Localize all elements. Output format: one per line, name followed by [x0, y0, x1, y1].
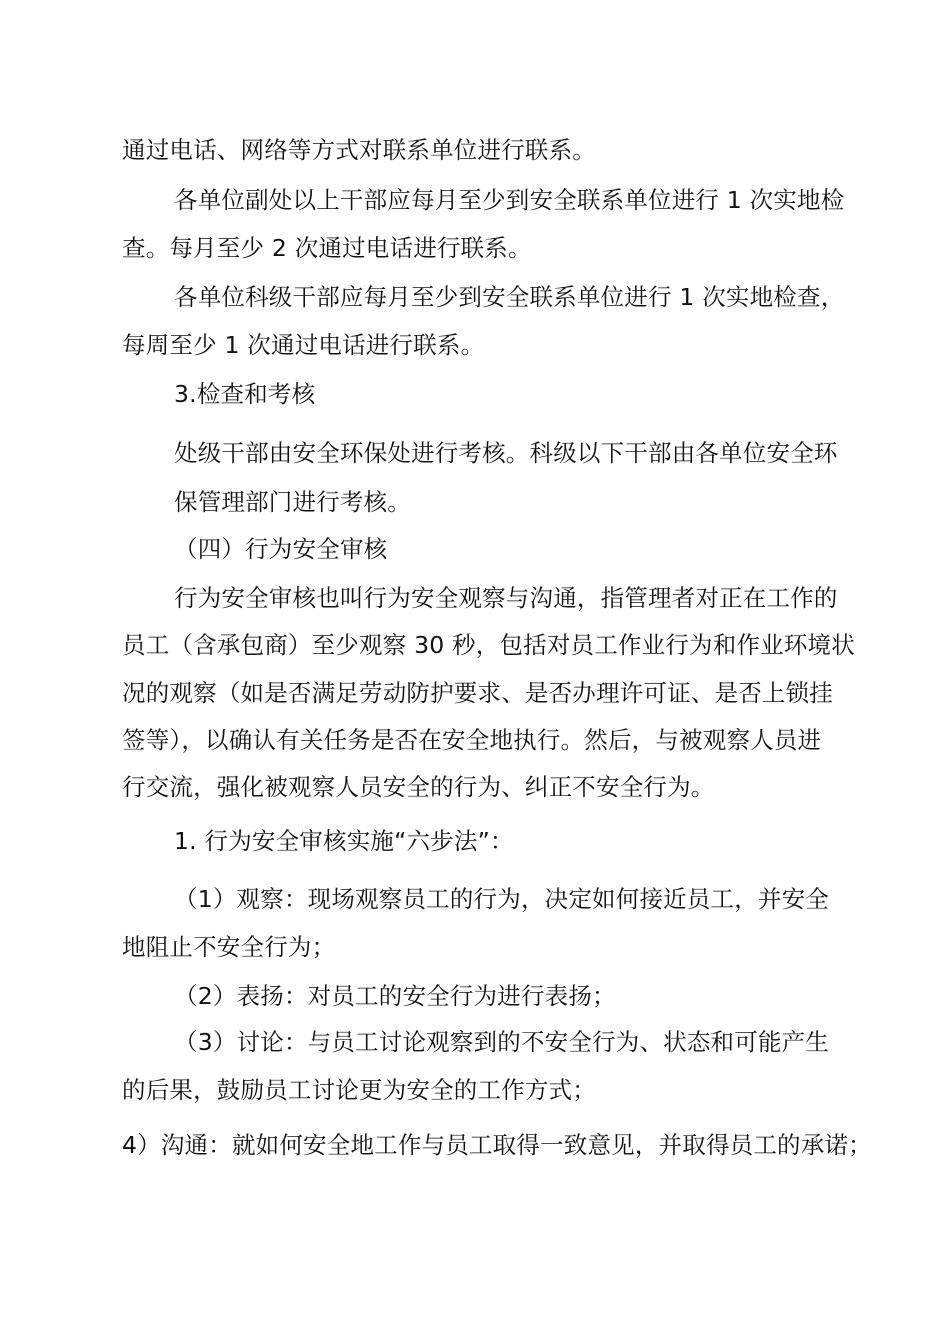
text-line-13: 签等），以确认有关任务是否在安全地执行。然后，与被观察人员进	[122, 726, 822, 754]
text-line-21: 4）沟通：就如何安全地工作与员工取得一致意见，并取得员工的承诺；	[122, 1131, 872, 1159]
section-heading-4: （四）行为安全审核	[174, 535, 388, 563]
text-line-19: （3）讨论：与员工讨论观察到的不安全行为、状态和可能产生	[174, 1028, 830, 1056]
text-line-2: 各单位副处以上干部应每月至少到安全联系单位进行 1 次实地检	[174, 186, 845, 214]
text-line-18: （2）表扬：对员工的安全行为进行表扬；	[174, 982, 616, 1010]
list-heading-1: 1. 行为安全审核实施“六步法”：	[174, 827, 514, 855]
text-line-4: 各单位科级干部应每月至少到安全联系单位进行 1 次实地检查，	[174, 283, 845, 311]
text-line-14: 行交流，强化被观察人员安全的行为、纠正不安全行为。	[122, 773, 715, 801]
text-line-16: （1）观察：现场观察员工的行为，决定如何接近员工，并安全	[174, 885, 830, 913]
section-heading-3: 3.检查和考核	[174, 380, 316, 408]
text-line-20: 的后果，鼓励员工讨论更为安全的工作方式；	[122, 1076, 596, 1104]
text-line-17: 地阻止不安全行为；	[122, 933, 336, 961]
text-line-8: 保管理部门进行考核。	[174, 488, 411, 516]
text-line-11: 员工（含承包商）至少观察 30 秒，包括对员工作业行为和作业环境状	[122, 631, 855, 659]
text-line-5: 每周至少 1 次通过电话进行联系。	[122, 331, 485, 359]
text-line-12: 况的观察（如是否满足劳动防护要求、是否办理许可证、是否上锁挂	[122, 679, 833, 707]
text-line-3: 查。每月至少 2 次通过电话进行联系。	[122, 234, 532, 262]
text-line-7: 处级干部由安全环保处进行考核。科级以下干部由各单位安全环	[174, 439, 838, 467]
text-line-1: 通过电话、网络等方式对联系单位进行联系。	[122, 136, 596, 164]
text-line-10: 行为安全审核也叫行为安全观察与沟通，指管理者对正在工作的	[174, 584, 838, 612]
